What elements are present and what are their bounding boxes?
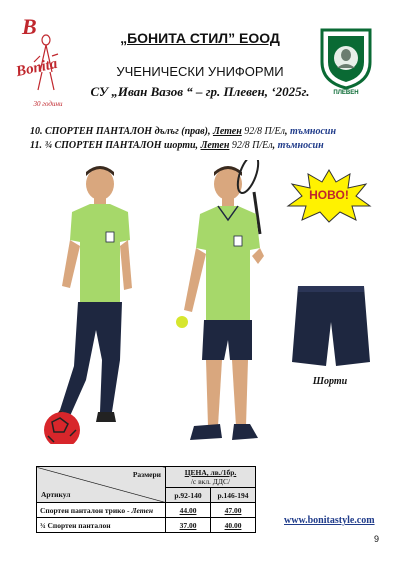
item-line-10 <box>30 126 336 137</box>
shorts-caption: Шорти <box>312 376 348 387</box>
item-11-sep: , <box>272 140 278 151</box>
bonita-logo-tagline: 30 години <box>33 100 63 108</box>
row-label-season: Летен <box>131 505 154 515</box>
table-corner-header <box>37 467 166 503</box>
company-title: „БОНИТА СТИЛ” ЕООД <box>120 30 280 46</box>
table-row <box>37 518 256 533</box>
sizes-header: Размери <box>132 470 161 479</box>
crest-label: ПЛЕВЕН <box>333 90 359 96</box>
price-cell: 37.00 <box>166 518 211 533</box>
page-number: 9 <box>374 534 380 544</box>
school-crest-icon <box>318 26 374 90</box>
article-header: Артикул <box>41 490 71 499</box>
row-label <box>37 503 166 518</box>
price-cell: 44.00 <box>166 503 211 518</box>
school-line: СУ „Иван Вазов “ – гр. Плевен, ‘2025г. <box>90 84 310 99</box>
price-header-line1: ЦЕНА, лв./1бр. <box>184 468 237 477</box>
size-range-2: р.146-194 <box>211 488 256 503</box>
item-10-season: Летен <box>212 126 242 137</box>
item-10-color: тъмносин <box>290 126 337 137</box>
new-badge-text: НОВО! <box>309 188 349 202</box>
shorts-product-image <box>290 282 372 368</box>
item-10-fabric: 92/8 П/Ел <box>241 126 286 137</box>
document-subtitle: УЧЕНИЧЕСКИ УНИФОРМИ <box>116 64 284 79</box>
item-11-color: тъмносин <box>277 140 324 151</box>
table-row <box>37 503 256 518</box>
price-cell: 47.00 <box>211 503 256 518</box>
item-line-11 <box>30 140 324 151</box>
price-table <box>36 466 256 533</box>
row-label-main: ¾ Спортен панталон <box>40 520 111 530</box>
model-photo-shorts <box>168 160 280 452</box>
item-11-name: 11. ¾ СПОРТЕН ПАНТАЛОН шорти, <box>30 140 201 151</box>
bonita-logo-letter: B <box>22 14 37 39</box>
item-11-fabric: 92/8 П/Ел <box>229 140 273 151</box>
price-header <box>166 467 256 488</box>
size-range-1: р.92-140 <box>166 488 211 503</box>
row-label <box>37 518 166 533</box>
website-link[interactable]: www.bonitastyle.com <box>284 515 375 526</box>
bonita-logo-brand: Bonita <box>14 55 59 81</box>
item-11-season: Летен <box>200 140 230 151</box>
item-10-sep: , <box>285 126 291 137</box>
item-10-name: 10. СПОРТЕН ПАНТАЛОН дълъг (прав), <box>30 126 213 137</box>
price-cell: 40.00 <box>211 518 256 533</box>
price-header-line2: /с вкл. ДДС/ <box>190 477 231 486</box>
row-label-main: Спортен панталон трико - <box>40 505 132 515</box>
model-photo-long-trousers <box>40 160 140 444</box>
